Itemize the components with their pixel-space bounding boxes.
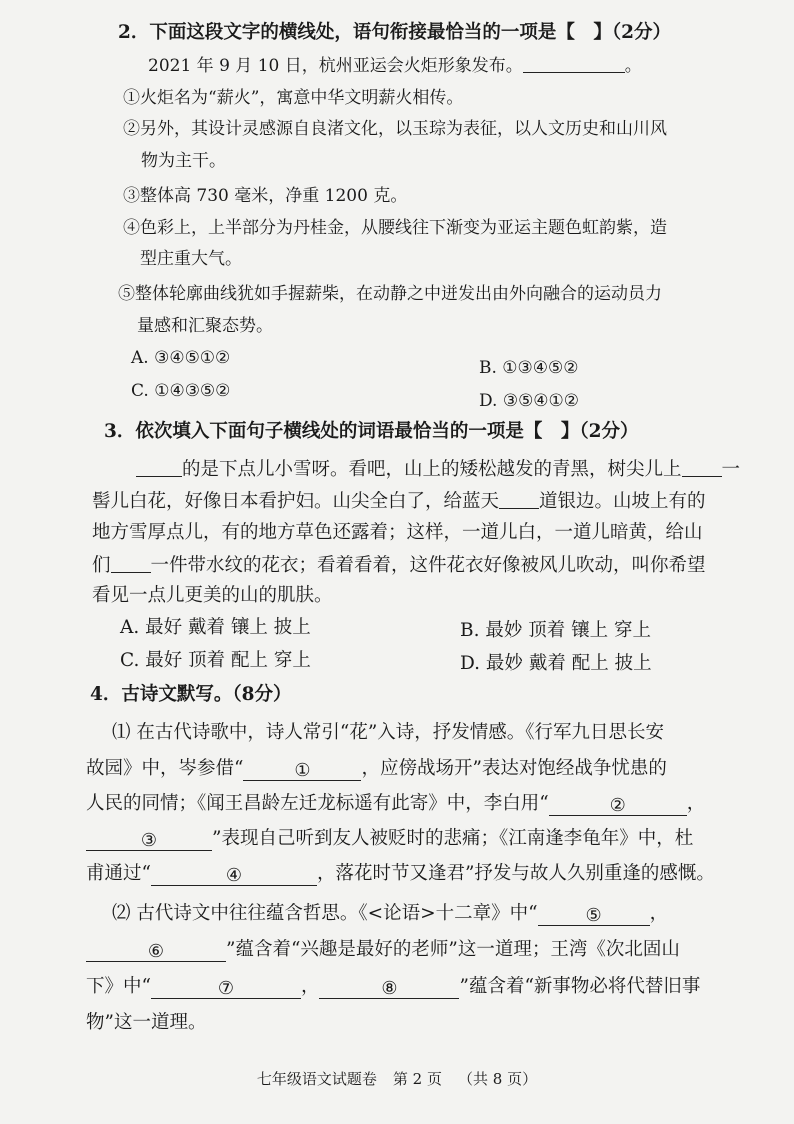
- q3-line-1: [136, 458, 740, 481]
- q2-sentence-2a: ②另外，其设计灵感源自良渚文化，以玉琮为表征，以人文历史和山川风: [123, 119, 667, 139]
- q3-option-a: A. 最好 戴着 镶上 披上: [120, 617, 311, 638]
- q3-blank-2: [682, 458, 722, 477]
- q4-p4-text: ”表现自己听到友人被贬时的悲痛；《江南逢李龟年》中，杜: [212, 828, 694, 849]
- q4-p7-text: ”蕴含着“兴趣是最好的老师”这一道理；王湾《次北固山: [226, 939, 680, 960]
- q4-blank-6: ⑥: [86, 943, 226, 962]
- footer-total: （共 8 页）: [458, 1070, 538, 1088]
- q2-option-c: C. ①④③⑤②: [131, 381, 231, 401]
- q4-p2-end: ，应傍战场开”表达对饱经战争忧患的: [361, 758, 667, 779]
- q4-blank-4: ④: [151, 867, 317, 886]
- q4-p5: [86, 863, 715, 886]
- q3-line-4: [92, 554, 706, 577]
- q3-line-1-end: 一: [721, 459, 741, 480]
- q4-blank-1: ①: [243, 762, 361, 781]
- q2-sentence-5a: ⑤整体轮廓曲线犹如手握薪柴，在动静之中迸发出由外向融合的运动员力: [118, 284, 662, 304]
- footer-page: 第 2 页: [392, 1070, 442, 1088]
- q2-option-b: B. ①③④⑤②: [479, 358, 579, 378]
- q4-p4: [86, 828, 693, 851]
- q3-option-b: B. 最妙 顶着 镶上 穿上: [460, 620, 651, 641]
- q4-p5-end: ，落花时节又逢君”抒发与故人久别重逢的感慨。: [316, 863, 715, 884]
- q2-blank: [523, 54, 625, 73]
- footer-title: 七年级语文试题卷: [256, 1070, 377, 1088]
- q3-line-4-text: 一件带水纹的花衣；看着看着，这件花衣好像被风儿吹动，叫你希望: [150, 555, 706, 576]
- q2-sentence-5b: 量感和汇聚态势。: [137, 316, 273, 336]
- q4-p6: [112, 903, 668, 926]
- q2-sentence-4b: 型庄重大气。: [140, 249, 242, 269]
- q4-blank-2: ②: [549, 797, 687, 816]
- q2-sentence-2b: 物为主干。: [141, 151, 226, 171]
- q2-option-d: D. ③⑤④①②: [479, 391, 580, 411]
- q4-p8: [86, 976, 700, 999]
- q2-sentence-3: ③整体高 730 毫米，净重 1200 克。: [123, 186, 408, 206]
- q4-blank-8: ⑧: [319, 980, 459, 999]
- q4-p2-start: 故园》中，岑参借“: [86, 758, 244, 779]
- q3-blank-3: [499, 490, 539, 509]
- q4-p6-end: ，: [649, 903, 669, 924]
- q3-option-c: C. 最好 顶着 配上 穿上: [120, 650, 311, 671]
- q4-p3-start: 人民的同情；《闻王昌龄左迁龙标遥有此寄》中，李白用“: [86, 793, 549, 814]
- q2-passage-end: 。: [624, 56, 642, 76]
- q3-blank-1: [136, 458, 182, 477]
- q2-sentence-1: ①火炬名为“薪火”，寓意中华文明薪火相传。: [123, 88, 464, 108]
- q3-line-3: 地方雪厚点儿，有的地方草色还露着；这样，一道儿白，一道儿暗黄，给山: [92, 522, 703, 543]
- q3-line-5: 看见一点儿更美的山的肌肤。: [92, 585, 333, 606]
- page-footer: [0, 1068, 794, 1089]
- q4-blank-3: ③: [86, 832, 212, 851]
- q4-p5-start: 甫通过“: [86, 863, 151, 884]
- q2-stem: 2．下面这段文字的横线处，语句衔接最恰当的一项是【 】（2分）: [118, 22, 671, 43]
- q3-line-2-end: 道银边。山坡上有的: [539, 491, 706, 512]
- q3-stem: 3．依次填入下面句子横线处的词语最恰当的一项是【 】（2分）: [104, 421, 639, 442]
- q4-p8-mid: ，: [300, 976, 320, 997]
- q3-blank-4: [111, 554, 151, 573]
- q3-option-d: D. 最妙 戴着 配上 披上: [460, 653, 652, 674]
- q4-blank-5: ⑤: [538, 907, 650, 926]
- q4-p8-start: 下》中“: [86, 976, 151, 997]
- q3-line-2: [92, 490, 706, 513]
- q4-blank-7: ⑦: [151, 980, 301, 999]
- q4-p3-end: ，: [686, 793, 706, 814]
- q4-p3: [86, 793, 705, 816]
- q4-p8-end: ”蕴含着“新事物必将代替旧事: [459, 976, 701, 997]
- q2-passage: [148, 54, 642, 77]
- q4-p2: [86, 758, 667, 781]
- q3-line-1-text: 的是下点儿小雪呀。看吧，山上的矮松越发的青黑，树尖儿上: [182, 459, 682, 480]
- q4-p7: [86, 939, 680, 962]
- q4-p6-start: ⑵ 古代诗文中往往蕴含哲思。《<论语>十二章》中“: [112, 903, 538, 924]
- q3-line-2-text: 髻儿白花，好像日本看护妇。山尖全白了，给蓝天: [92, 491, 500, 512]
- q4-p1: ⑴ 在古代诗歌中，诗人常引“花”入诗，抒发情感。《行军九日思长安: [112, 722, 665, 743]
- q2-passage-text: 2021 年 9 月 10 日，杭州亚运会火炬形象发布。: [148, 56, 523, 76]
- q4-p9: 物”这一道理。: [86, 1012, 207, 1033]
- q4-stem: 4．古诗文默写。（8分）: [90, 684, 292, 705]
- q3-line-4-start: 们: [92, 555, 111, 576]
- q2-option-a: A. ③④⑤①②: [131, 348, 231, 368]
- q2-sentence-4a: ④色彩上，上半部分为丹桂金，从腰线往下渐变为亚运主题色虹韵紫，造: [123, 218, 667, 238]
